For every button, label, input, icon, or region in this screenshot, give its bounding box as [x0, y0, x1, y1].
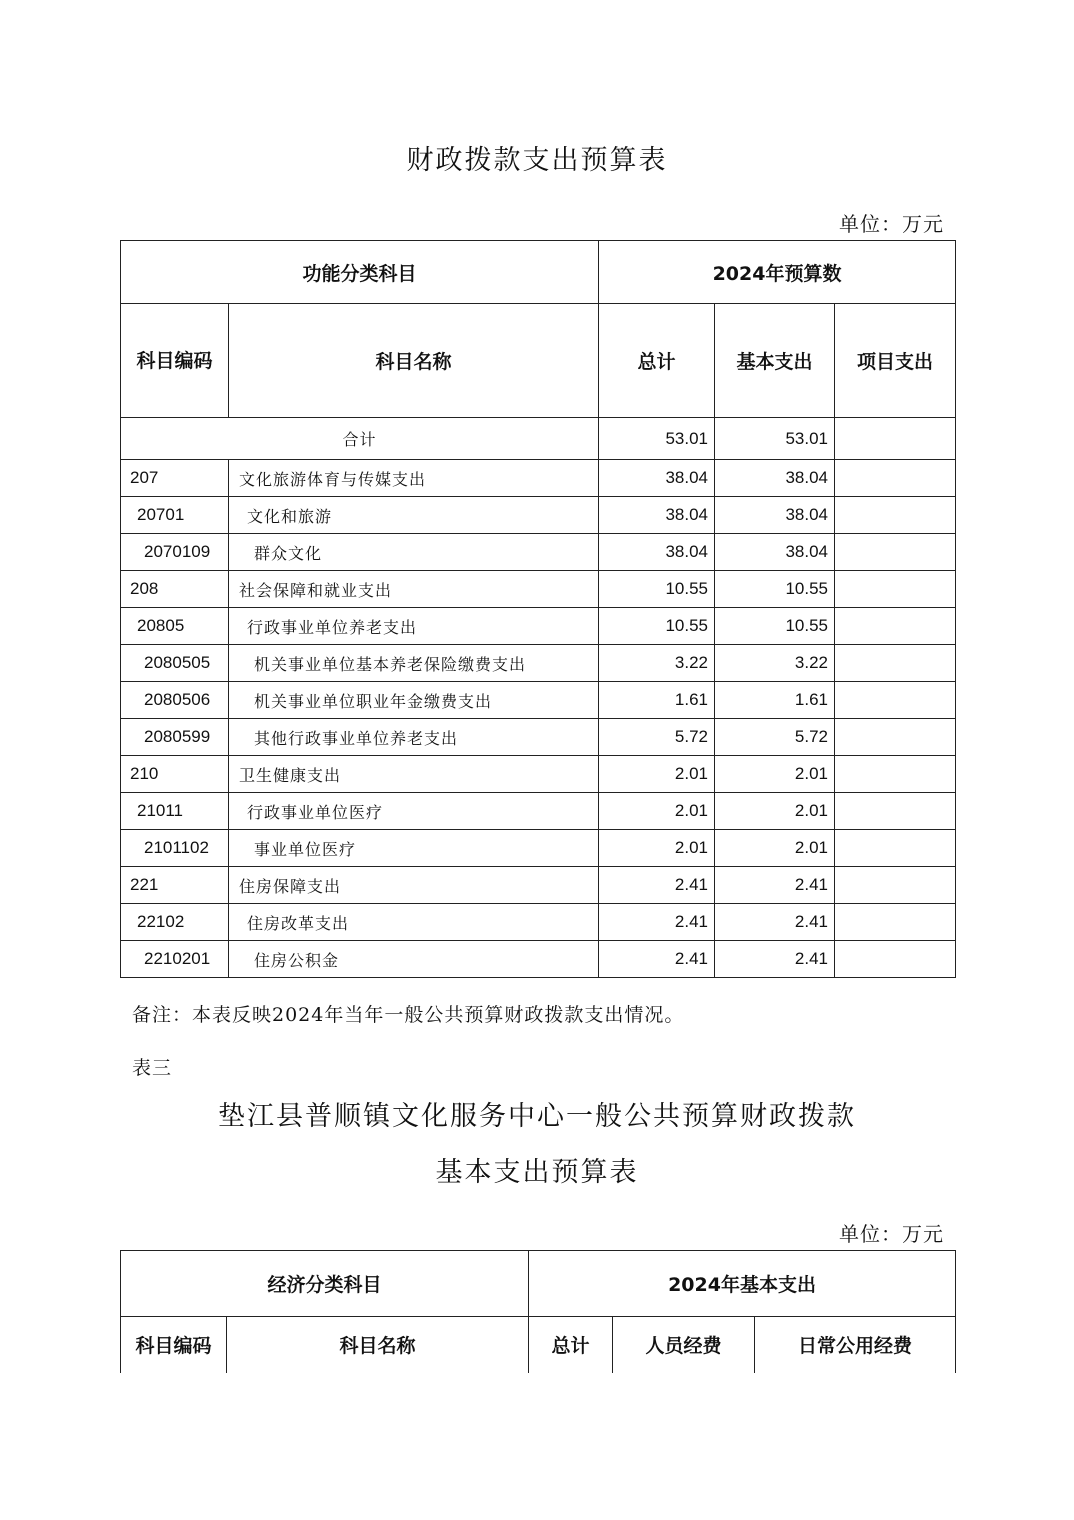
row-code: 22102	[121, 904, 229, 941]
budget-table-2	[120, 1250, 956, 1373]
table1-body	[121, 460, 956, 978]
row-name: 卫生健康支出	[229, 756, 599, 793]
table2-unit: 单位：万元	[839, 1222, 944, 1246]
table-row	[121, 460, 956, 497]
total-project	[835, 418, 956, 460]
row-project	[835, 534, 956, 571]
row-name: 住房保障支出	[229, 867, 599, 904]
header-economic-category: 经济分类科目	[121, 1251, 529, 1317]
row-name: 行政事业单位医疗	[229, 793, 599, 830]
header-total: 总计	[599, 304, 715, 418]
header2-total: 总计	[529, 1317, 613, 1373]
row-name: 行政事业单位养老支出	[229, 608, 599, 645]
row-name: 文化和旅游	[229, 497, 599, 534]
row-total: 3.22	[599, 645, 715, 682]
row-code: 20701	[121, 497, 229, 534]
row-project	[835, 460, 956, 497]
table-row	[121, 867, 956, 904]
row-code: 2070109	[121, 534, 229, 571]
row-total: 2.01	[599, 793, 715, 830]
row-basic: 2.41	[715, 904, 835, 941]
row-total: 2.01	[599, 756, 715, 793]
table-row	[121, 830, 956, 867]
row-basic: 2.01	[715, 793, 835, 830]
row-code: 221	[121, 867, 229, 904]
table-row	[121, 645, 956, 682]
total-row	[121, 418, 956, 460]
row-name: 机关事业单位职业年金缴费支出	[229, 682, 599, 719]
row-total: 38.04	[599, 534, 715, 571]
row-basic: 38.04	[715, 460, 835, 497]
row-project	[835, 719, 956, 756]
table-row	[121, 719, 956, 756]
row-total: 38.04	[599, 497, 715, 534]
row-basic: 10.55	[715, 608, 835, 645]
header-code: 科目编码	[121, 304, 229, 418]
table-row	[121, 497, 956, 534]
row-code: 2101102	[121, 830, 229, 867]
header-basic: 基本支出	[715, 304, 835, 418]
row-code: 208	[121, 571, 229, 608]
header2-name: 科目名称	[227, 1317, 529, 1373]
row-code: 20805	[121, 608, 229, 645]
row-project	[835, 682, 956, 719]
row-total: 1.61	[599, 682, 715, 719]
row-project	[835, 497, 956, 534]
row-basic: 2.41	[715, 941, 835, 978]
row-name: 住房公积金	[229, 941, 599, 978]
table2-title-line2: 基本支出预算表	[435, 1157, 639, 1188]
row-code: 2080599	[121, 719, 229, 756]
header-functional-category: 功能分类科目	[121, 241, 599, 304]
row-total: 2.41	[599, 941, 715, 978]
header-budget-2024: 2024年预算数	[599, 241, 956, 304]
row-code: 210	[121, 756, 229, 793]
row-basic: 2.41	[715, 867, 835, 904]
header2-public: 日常公用经费	[755, 1317, 956, 1373]
row-name: 社会保障和就业支出	[229, 571, 599, 608]
table1-unit: 单位：万元	[839, 212, 944, 236]
row-project	[835, 645, 956, 682]
row-name: 其他行政事业单位养老支出	[229, 719, 599, 756]
row-code: 2210201	[121, 941, 229, 978]
row-basic: 3.22	[715, 645, 835, 682]
row-total: 2.41	[599, 904, 715, 941]
row-total: 38.04	[599, 460, 715, 497]
row-name: 文化旅游体育与传媒支出	[229, 460, 599, 497]
row-name: 事业单位医疗	[229, 830, 599, 867]
row-total: 10.55	[599, 608, 715, 645]
row-project	[835, 904, 956, 941]
table1-note: 备注：本表反映2024年当年一般公共预算财政拨款支出情况。	[132, 1004, 685, 1026]
row-name: 群众文化	[229, 534, 599, 571]
table-row	[121, 571, 956, 608]
table-row	[121, 793, 956, 830]
row-project	[835, 830, 956, 867]
row-basic: 38.04	[715, 534, 835, 571]
budget-table-1	[120, 240, 956, 978]
row-project	[835, 608, 956, 645]
table-row	[121, 941, 956, 978]
row-project	[835, 756, 956, 793]
row-basic: 2.01	[715, 756, 835, 793]
header-project: 项目支出	[835, 304, 956, 418]
header-basic-2024: 2024年基本支出	[529, 1251, 956, 1317]
row-basic: 38.04	[715, 497, 835, 534]
table2-title-line1: 垫江县普顺镇文化服务中心一般公共预算财政拨款	[218, 1101, 856, 1132]
table-row	[121, 756, 956, 793]
row-project	[835, 571, 956, 608]
header2-code: 科目编码	[121, 1317, 227, 1373]
total-total: 53.01	[599, 418, 715, 460]
header2-personnel: 人员经费	[613, 1317, 755, 1373]
header-name: 科目名称	[229, 304, 599, 418]
row-total: 2.01	[599, 830, 715, 867]
row-code: 21011	[121, 793, 229, 830]
table2-label: 表三	[132, 1057, 173, 1079]
row-project	[835, 867, 956, 904]
row-basic: 1.61	[715, 682, 835, 719]
total-label: 合计	[121, 418, 599, 460]
table-row	[121, 608, 956, 645]
table-row	[121, 534, 956, 571]
row-code: 207	[121, 460, 229, 497]
row-code: 2080505	[121, 645, 229, 682]
row-total: 2.41	[599, 867, 715, 904]
table-row	[121, 904, 956, 941]
table-row	[121, 682, 956, 719]
row-basic: 10.55	[715, 571, 835, 608]
row-basic: 5.72	[715, 719, 835, 756]
table1-title: 财政拨款支出预算表	[406, 145, 668, 176]
row-project	[835, 941, 956, 978]
row-project	[835, 793, 956, 830]
row-name: 机关事业单位基本养老保险缴费支出	[229, 645, 599, 682]
row-code: 2080506	[121, 682, 229, 719]
total-basic: 53.01	[715, 418, 835, 460]
row-total: 10.55	[599, 571, 715, 608]
row-name: 住房改革支出	[229, 904, 599, 941]
row-basic: 2.01	[715, 830, 835, 867]
row-total: 5.72	[599, 719, 715, 756]
